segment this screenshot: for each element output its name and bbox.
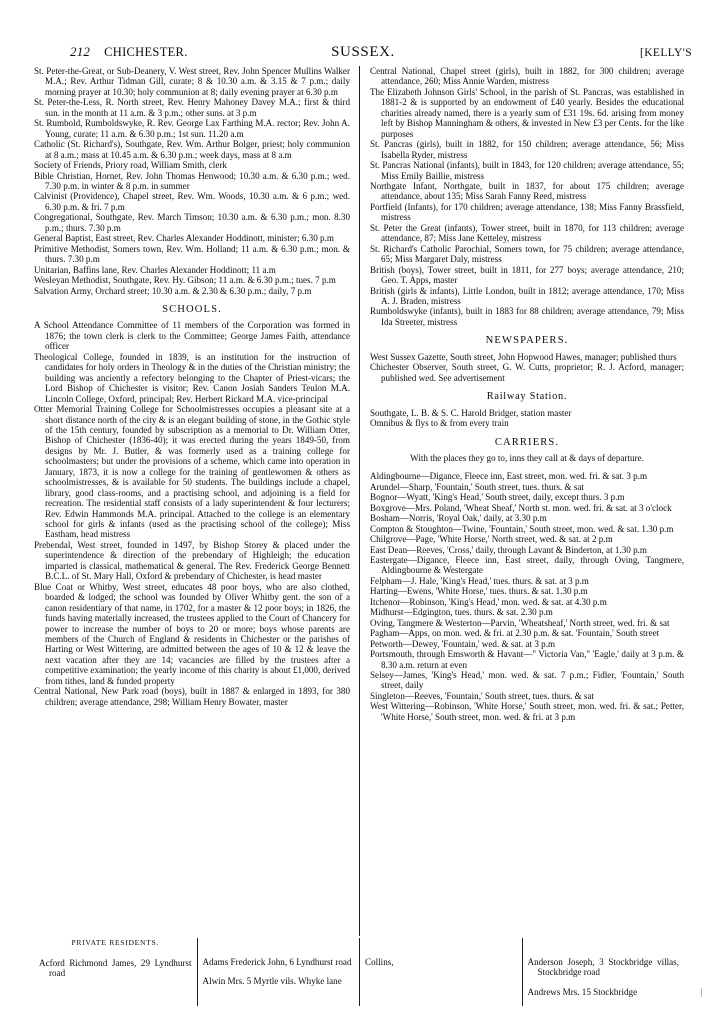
carrier-entry: West Wittering—Robinson, 'White Horse,' South street, mon. wed. fri. & sat.; Petter, 'White Horse,' South street, mon. wed. & fri. at 3 p.m: [370, 701, 684, 722]
resident-entry: Acford Richmond James, 29 Lyndhurst road: [39, 957, 192, 978]
worship-entry: Unitarian, Baffins lane, Rev. Charles Alexander Hoddinott; 11 a.m: [34, 264, 276, 275]
school-entry: St. Peter the Great (infants), Tower street, built in 1870, for 113 children; average attendance, 87; Miss Jane Ketteley, mistress: [370, 222, 684, 244]
carrier-entry: Selsey—James, 'King's Head,' mon. wed. & sat. 7 p.m.; Fidler, 'Fountain,' South street, daily: [370, 670, 684, 691]
worship-entry: Salvation Army, Orchard street; 10.30 a.m. & 2.30 & 6.30 p.m.; daily, 7 p.m: [34, 285, 312, 296]
school-entry: Theological College, founded in 1839, is an institution for the instruction of candidates for holy orders in Theology & in the duties of the Christian ministry; the building was anciently a refectory belonging to the Chapter of Priest-vicars; the Lord Bishop of Chichester is visitor; Rev. Canon Josiah Sanders Teulon M.A. Lincoln College, Oxford, principal; Rev. Herbert Rickard M.A. vice-principal: [34, 351, 350, 404]
newspapers-heading: NEWSPAPERS.: [485, 335, 569, 347]
school-entry: Central National, New Park road (boys), built in 1887 & enlarged in 1893, for 380 children; average attendance, 298; William Henry Bowater, master: [34, 686, 350, 707]
carrier-entry: Portsmouth, through Emsworth & Havant—" Victoria Van," 'Eagle,' daily at 3 p.m. & 8.30 a.m. return at even: [370, 649, 684, 670]
left-column: [34, 66, 359, 936]
worship-entry: St. Peter-the-Less, R. North street, Rev. Henry Mahoney Davey M.A.; first & third sun. in the month at 11 a.m. & 3 p.m.; other suns. at 3 p.m: [34, 97, 350, 118]
schools-heading: SCHOOLS.: [162, 303, 222, 315]
worship-entry: Congregational, Southgate, Rev. March Timson; 10.30 a.m. & 6.30 p.m.; mon. 8.30 p.m.; thurs. 7.30 p.m: [34, 212, 350, 233]
worship-entry: St. Peter-the-Great, or Sub-Deanery, V. West street, Rev. John Spencer Mullins Walker M.A.; Rev. Arthur Tidman Gill, curate; 8 & 10.30 a.m. & 3.15 & 7 p.m.; daily morning prayer at 10.30; holy communion at 8; daily evening prayer at 6.30 p.m: [34, 66, 350, 97]
spacer: [365, 938, 517, 948]
carrier-entry: Bosham—Norris, 'Royal Oak,' daily, at 3.30 p.m: [370, 513, 547, 524]
school-entry: Central National, Chapel street (girls), built in 1882, for 300 children; average attendance, 260; Miss Annie Warden, mistress: [370, 66, 684, 87]
school-entry: British (boys), Tower street, built in 1811, for 277 boys; average attendance, 210; Geo. T. Apps, master: [370, 264, 684, 286]
worship-entry: Catholic (St. Richard's), Southgate, Rev. Wm. Arthur Bolger, priest; holy communion at 8 a.m.; mass at 10.45 a.m. & 6.30 p.m.; week days, mass at 8 a.m: [34, 139, 350, 160]
carrier-entry: Itchenor—Robinson, 'King's Head,' mon. wed. & sat. at 4.30 p.m: [370, 596, 607, 607]
schools-continued-list: [370, 66, 684, 327]
carriers-list: [370, 471, 684, 722]
residents-column-2: [197, 938, 360, 1006]
running-head-county: SUSSEX.: [331, 44, 395, 60]
carrier-entry: Boxgrove—Mrs. Poland, 'Wheat Sheaf,' North st. mon. wed. fri. & sat. at 3 o'clock: [370, 502, 672, 513]
residents-column-3: [359, 938, 522, 1006]
carrier-entry: Eastergate—Digance, Fleece inn, East street, daily, through Oving, Tangmere, Aldingbourne & Westergate: [370, 555, 684, 576]
railway-entry: Omnibus & flys to & from every train: [370, 418, 509, 429]
carrier-entry: Harting—Ewens, 'White Horse,' tues. thurs. & sat. 1.30 p.m: [370, 586, 588, 597]
carriers-heading: CARRIERS.: [494, 436, 560, 448]
newspapers-list: [370, 352, 684, 383]
carrier-entry: Felpham—J. Hale, 'King's Head,' tues. thurs. & sat. at 3 p.m: [370, 575, 589, 586]
carrier-entry: Singleton—Reeves, 'Fountain,' South street, tues. thurs. & sat: [370, 690, 595, 701]
carrier-entry: Chilgrove—Page, 'White Horse,' North street, wed. & sat. at 2 p.m: [370, 534, 613, 545]
resident-entry: Adams Frederick John, 6 Lyndhurst road: [202, 956, 352, 967]
residents-column-4: [522, 938, 685, 1006]
worship-entry: Calvinist (Providence), Chapel street, Rev. Wm. Woods, 10.30 a.m. & 6 p.m.; wed. 6.30 p.m. & fri. 7 p.m: [34, 191, 350, 212]
school-entry: St. Pancras (girls), built in 1882, for 150 children; average attendance, 56; Miss Isabella Ryder, mistress: [370, 139, 684, 160]
scan-artifact: [701, 988, 702, 997]
worship-entry: General Baptist, East street, Rev. Charles Alexander Hoddinott, minister; 6.30 p.m: [34, 233, 334, 244]
school-entry: The Elizabeth Johnson Girls' School, in the parish of St. Pancras, was established in 1881-2 & is supported by an endowment of £40 yearly. Besides the educational charities already named, there is a yearly sum of £31 19s. 6d. arising from money left by Bishop Manningham & others, & invested in New £3 per Cents. for the like purposes: [370, 86, 684, 139]
residents-column-1: [34, 938, 197, 1006]
resident-entry: Alwin Mrs. 5 Myrtle vils. Whyke lane: [202, 976, 342, 987]
school-entry: St. Pancras National (infants), built in 1843, for 120 children; average attendance, 55; Miss Emily Baillie, mistress: [370, 160, 684, 181]
newspaper-entry: Chichester Observer, South street, G. W. Cutts, proprietor; R. J. Acford, manager; published wed. See advertisement: [370, 362, 684, 383]
private-residents-section: [34, 938, 684, 1006]
carrier-entry: Pagham—Apps, on mon. wed. & fri. at 2.30 p.m. & sat. 'Fountain,' South street: [370, 628, 660, 639]
worship-entry: Primitive Methodist, Somers town, Rev. Wm. Holland; 11 a.m. & 6.30 p.m.; mon. & thurs. 7.30 p.m: [34, 243, 350, 265]
carrier-entry: East Dean—Reeves, 'Cross,' daily, through Lavant & Binderton, at 1.30 p.m: [370, 544, 647, 555]
carrier-entry: Midhurst—Edgington, tues. thurs. & sat. 2.30 p.m: [370, 607, 553, 618]
school-entry: Northgate Infant, Northgate, built in 1837, for about 175 children; average attendance, about 135; Miss Sarah Fanny Reed, mistress: [370, 180, 684, 202]
school-entry: St. Richard's Catholic Parochial, Somers town, for 75 children; average attendance, 65; Miss Margaret Daly, mistress: [370, 243, 684, 265]
school-entry: Otter Memorial Training College for Schoolmistresses occupies a pleasant site at a short distance north of the city & is an elegant building of stone, in the Gothic style of the 15th century, founded by subscription as a memorial to Dr. William Otter, Bishop of Chichester (1836-40); it was erected during the years 1849-50, from designs by Mr. J. Butler, & was formerly used as a training college for schoolmasters; but under the provisions of a scheme, which came into operation in January, 1873, it is now a college for the training of gentlewomen & others as schoolmistresses, & is available for 50 students. The buildings include a chapel, library, good class-rooms, and a practising school, and adjoining is a field for recreation. The residential staff consists of a lady superintendent & four lecturers; Rev. Edwin Hammonds M.A. principal. Attached to the college is an elementary school for girls & infants (used as the practising school of the college); Miss Eastham, head mistress: [34, 404, 350, 540]
carrier-entry: Compton & Stoughton—Twine, 'Fountain,' South street, mon. wed. & sat. 1.30 p.m: [370, 523, 674, 534]
resident-entry: Collins,: [365, 956, 394, 967]
school-entry: Blue Coat or Whitby, West street, educates 48 poor boys, who are also clothed, boarded & lodged; the school was founded by Oliver Whitby gent. the son of a canon residentiary of that name, in 1702, for a master & 12 poor boys; in 1826, the funds having materially increased, the trustees applied to the Court of Chancery for power to increase the number of boys to 20 or more; boys whose parents are members of the Church of England & residents in Chichester or the parishes of Harting or West Wittering, are admitted between the ages of 10 & 12 & leave the next vacation after they are 14; vacancies are filled by the trustees after a competitive examination; the yearly income of this charity is about £1,000, derived from tithes, land & funded property: [34, 581, 350, 686]
resident-entry: Anderson Joseph, 3 Stockbridge villas, Stockbridge road: [527, 956, 679, 978]
worship-entry: St. Rumbold, Rumboldswyke, R. Rev. George Lax Farthing M.A. rector; Rev. John A. Young, curate; 11 a.m. & 6.30 p.m.; 1st sun. 11.20 a.m: [34, 118, 350, 139]
private-residents-heading: PRIVATE RESIDENTS.: [71, 938, 160, 947]
resident-entry: Andrews Mrs. 15 Stockbridge: [527, 986, 638, 997]
running-head: [34, 44, 692, 64]
spacer: [528, 938, 680, 948]
carrier-entry: Arundel—Sharp, 'Fountain,' South street, tues. thurs. & sat: [370, 481, 584, 492]
railway-station-heading: Railway Station.: [486, 391, 568, 403]
running-head-publisher: [KELLY'S: [639, 47, 692, 59]
newspaper-entry: West Sussex Gazette, South street, John Hopwood Hawes, manager; published thurs: [370, 351, 677, 362]
spacer: [203, 938, 355, 948]
school-entry: A School Attendance Committee of 11 members of the Corporation was formed in 1876; the town clerk is clerk to the Committee; George James Faith, attendance officer: [34, 320, 350, 352]
school-entry: Rumboldswyke (infants), built in 1883 for 88 children; average attendance, 79; Miss Ida Streeter, mistress: [370, 306, 684, 327]
railway-entry: Southgate, L. B. & S. C. Harold Bridger, station master: [370, 407, 572, 418]
running-head-place: CHICHESTER.: [104, 45, 188, 59]
worship-entry: Wesleyan Methodist, Southgate, Rev. Hy. Gibson; 11 a.m. & 6.30 p.m.; tues. 7 p.m: [34, 275, 336, 286]
worship-entry: Society of Friends, Priory road, William Smith, clerk: [34, 160, 227, 171]
carrier-entry: Petworth—Dewey, 'Fountain,' wed. & sat. at 3 p.m: [370, 638, 556, 649]
railway-station-list: [370, 408, 684, 429]
school-entry: Portfield (Infants), for 170 children; average attendance, 138; Miss Fanny Brassfield, mistress: [370, 201, 684, 223]
school-entry: British (girls & infants), Little London, built in 1812; average attendance, 170; Miss A. J. Braden, mistress: [370, 285, 684, 306]
carriers-subtitle: With the places they go to, inns they call at & days of departure.: [410, 452, 644, 463]
schools-list: [34, 320, 350, 707]
page-folio: 212: [70, 44, 91, 59]
right-column: [359, 66, 684, 936]
carrier-entry: Oving, Tangmere & Westerton—Parvin, 'Wheatsheaf,' North street, wed. fri. & sat: [370, 617, 670, 628]
school-entry: Prebendal, West street, founded in 1497, by Bishop Storey & placed under the superintendence & direction of the prebendary of Highleigh; the education imparted is classical, mathematical & general. The Rev. Frederick George Bennett B.C.L. of St. Mary Hall, Oxford & prebendary of Chichester, is head master: [34, 539, 350, 582]
worship-entry: Bible Christian, Hornet, Rev. John Thomas Henwood; 10.30 a.m. & 6.30 p.m.; wed. 7.30 p.m. in winter & 8 p.m. in summer: [34, 170, 350, 191]
carrier-entry: Aldingbourne—Digance, Fleece inn, East street, mon. wed. fri. & sat. 3 p.m: [370, 471, 648, 482]
carrier-entry: Bognor—Wyatt, 'King's Head,' South street, daily, except thurs. 3 p.m: [370, 492, 625, 503]
places-of-worship-list: [34, 66, 350, 296]
two-column-body: [34, 66, 684, 936]
